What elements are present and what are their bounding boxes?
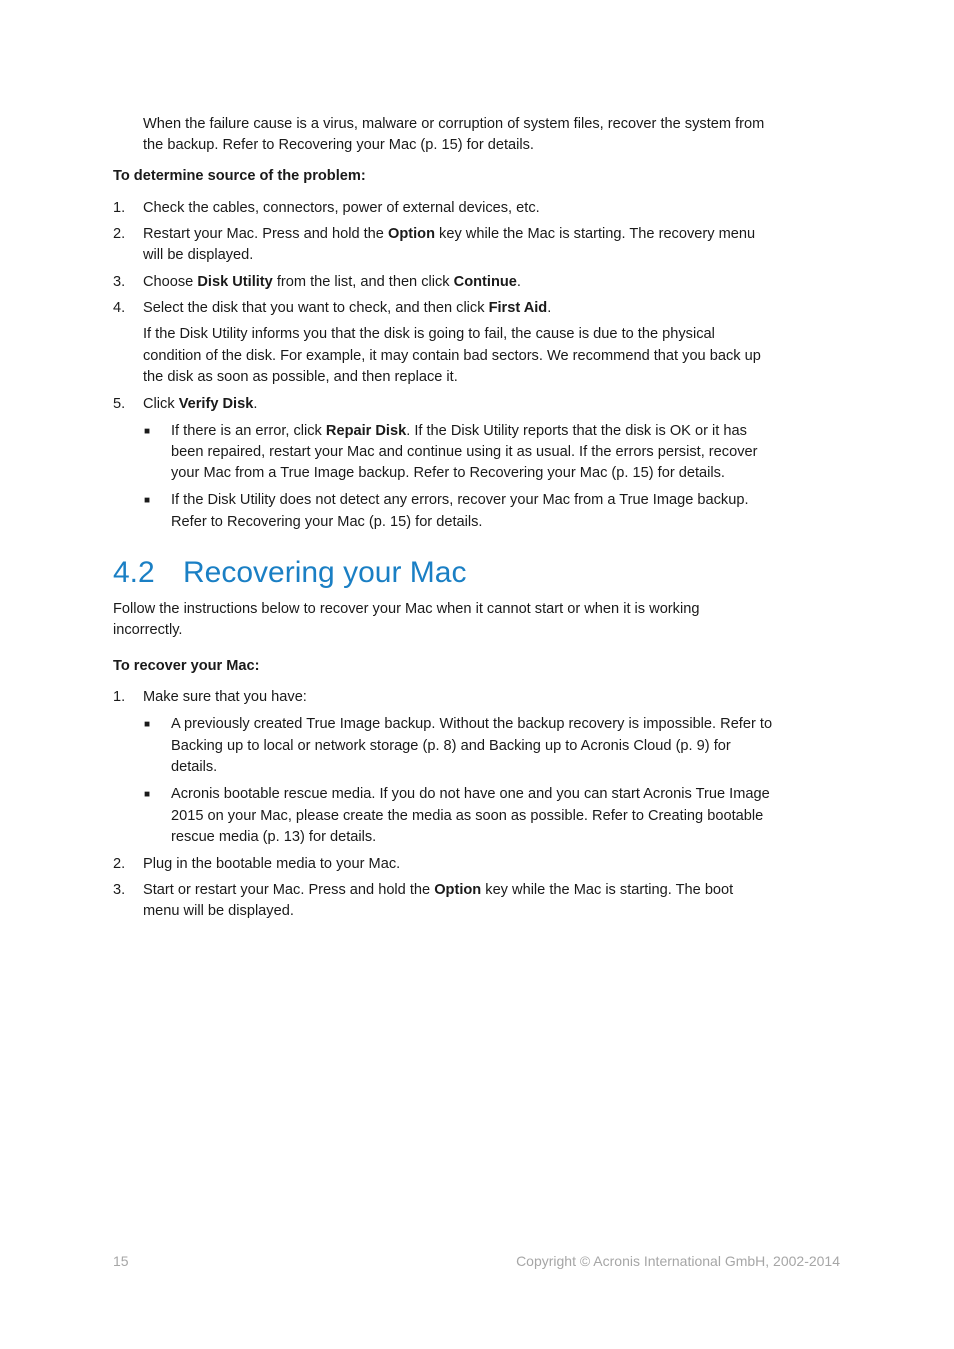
step-note-line: If the Disk Utility informs you that the disk is going to fail, the cause is due to the physical: [143, 326, 715, 342]
step-text-continued: will be displayed.: [143, 247, 254, 263]
step-number: 5.: [113, 396, 126, 412]
section-heading: [113, 553, 466, 593]
bullet-text: If the Disk Utility does not detect any errors, recover your Mac from a True Image backup.: [171, 492, 749, 508]
section-number: 4.2: [113, 556, 155, 589]
step-number: 1.: [113, 689, 126, 705]
step-number: 3.: [113, 882, 126, 898]
step-number: 3.: [113, 274, 126, 290]
bullet-icon: ■: [144, 719, 151, 730]
recover-heading: To recover your Mac:: [113, 658, 260, 674]
determine-heading: To determine source of the problem:: [113, 168, 366, 184]
bullet-text-continued: details.: [171, 759, 218, 775]
bullet-text-continued: rescue media (p. 13) for details.: [171, 829, 377, 845]
bullet-text-continued: your Mac from a True Image backup. Refer to Recovering your Mac (p. 15) for details.: [171, 465, 725, 481]
bullet-text-continued: 2015 on your Mac, please create the media as soon as possible. Refer to Creating bootable: [171, 808, 764, 824]
step-text: Plug in the bootable media to your Mac.: [143, 856, 401, 872]
step-number: 2.: [113, 226, 126, 242]
section-intro-line-1: Follow the instructions below to recover your Mac when it cannot start or when it is working: [113, 601, 700, 617]
bullet-text: Acronis bootable rescue media. If you do not have one and you can start Acronis True Image: [171, 786, 770, 802]
step-text: Check the cables, connectors, power of external devices, etc.: [143, 200, 540, 216]
step-note-line: the disk as soon as possible, and then replace it.: [143, 369, 458, 385]
step-number: 2.: [113, 856, 126, 872]
bullet-icon: ■: [144, 426, 151, 437]
step-text: Make sure that you have:: [143, 689, 307, 705]
intro-line-1: When the failure cause is a virus, malware or corruption of system files, recover the system from: [143, 116, 765, 132]
section-title: Recovering your Mac: [183, 556, 467, 589]
step-text: Click Verify Disk.: [143, 396, 258, 412]
bullet-text: A previously created True Image backup. Without the backup recovery is impossible. Refer to: [171, 716, 773, 732]
intro-line-2: the backup. Refer to Recovering your Mac (p. 15) for details.: [143, 137, 534, 153]
bullet-text-continued: been repaired, restart your Mac and continue using it as usual. If the errors persist, recover: [171, 444, 758, 460]
bullet-text-continued: Backing up to local or network storage (p. 8) and Backing up to Acronis Cloud (p. 9) for: [171, 738, 731, 754]
bullet-icon: ■: [144, 495, 151, 506]
bullet-text-continued: Refer to Recovering your Mac (p. 15) for details.: [171, 514, 483, 530]
copyright-text: Copyright © Acronis International GmbH, 2002-2014: [516, 1253, 840, 1269]
step-text: Start or restart your Mac. Press and hold the Option key while the Mac is starting. The boot: [143, 882, 734, 898]
step-number: 1.: [113, 200, 126, 216]
section-intro-line-2: incorrectly.: [113, 622, 183, 638]
step-number: 4.: [113, 300, 126, 316]
page-number: 15: [113, 1253, 129, 1269]
step-text: Select the disk that you want to check, and then click First Aid.: [143, 300, 552, 316]
bullet-icon: ■: [144, 789, 151, 800]
bullet-text: If there is an error, click Repair Disk. If the Disk Utility reports that the disk is OK or it has: [171, 423, 747, 439]
step-text: Choose Disk Utility from the list, and then click Continue.: [143, 274, 521, 290]
step-text-continued: menu will be displayed.: [143, 903, 294, 919]
step-note-line: condition of the disk. For example, it may contain bad sectors. We recommend that you back up: [143, 348, 761, 364]
step-text: Restart your Mac. Press and hold the Option key while the Mac is starting. The recovery menu: [143, 226, 756, 242]
